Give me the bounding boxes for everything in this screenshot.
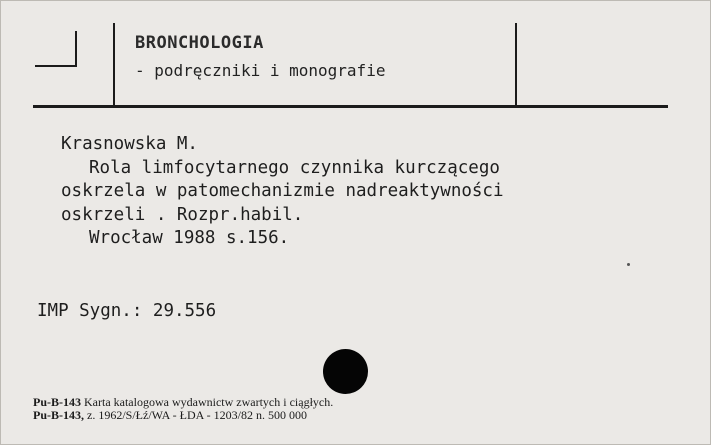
- entry-title-line-3: oskrzeli . Rozpr.habil.: [61, 204, 304, 225]
- subject-heading: BRONCHOLOGIA: [135, 33, 264, 53]
- card-footer: [33, 396, 333, 421]
- header-rule: [33, 105, 668, 108]
- bibliographic-entry: [61, 133, 504, 251]
- header-column-divider-right: [515, 23, 517, 107]
- header-column-divider-left: [113, 23, 115, 107]
- footer-form-code: Pu-B-143: [33, 395, 81, 409]
- call-number-label: IMP Sygn.:: [37, 301, 143, 321]
- footer-print-info: z. 1962/S/Łź/WA - ŁDA - 1203/82 n. 500 000: [87, 407, 307, 422]
- punch-hole: [323, 349, 368, 394]
- ink-speck: [627, 263, 630, 266]
- entry-title-line-1: Rola limfocytarnego czynnika kurczącego: [89, 157, 500, 178]
- call-number-value: 29.556: [152, 301, 217, 321]
- entry-title-line-2: oskrzela w patomechanizmie nadreaktywności: [61, 181, 504, 201]
- entry-imprint: Wrocław 1988 s.156.: [89, 228, 290, 248]
- footer-print-code: Pu-B-143,: [33, 407, 84, 422]
- footer-line-2: [33, 409, 333, 422]
- corner-mark-horizontal: [35, 65, 77, 67]
- call-number: [37, 301, 216, 321]
- subject-subheading: - podręczniki i monografie: [135, 61, 386, 80]
- corner-mark-vertical: [75, 31, 77, 67]
- entry-author: Krasnowska M.: [61, 134, 198, 154]
- footer-form-title: Karta katalogowa wydawnictw zwartych i ciągłych.: [84, 395, 334, 409]
